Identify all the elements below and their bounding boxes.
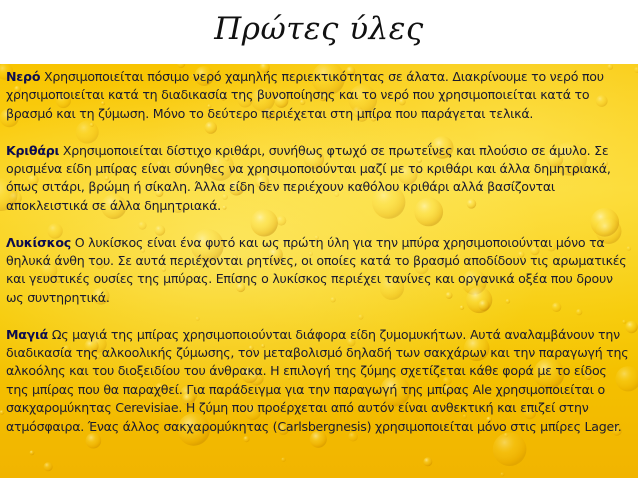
term-water: Νερό	[6, 69, 41, 84]
term-yeast: Μαγιά	[6, 326, 49, 342]
paragraph-hops	[6, 234, 632, 308]
term-barley: Κριθάρι	[6, 142, 60, 158]
content-panel	[0, 64, 638, 478]
slide-title: Πρώτες ύλες	[214, 11, 424, 47]
bubble	[44, 462, 53, 471]
title-band	[0, 0, 638, 64]
text-area	[6, 68, 632, 454]
bubble	[500, 472, 504, 476]
bubble	[0, 410, 4, 415]
bubble	[423, 457, 432, 466]
paragraph-yeast	[6, 326, 632, 436]
text-hops: Ο λυκίσκος είναι ένα φυτό και ως πρώτη ύλη για την μπύρα χρησιμοποιούνται μόνο τα θηλυκά άνθη του. Σε αυτά περιέχονται ρητίνες, οι οποίες κατά το βρασμό αποδίδουν τις αρωματικές και γευστικές ουσίες της μπύρας. Επίσης ο λυκίσκος περιέχει τανίνες και οργανικά οξέα που δρουν ως συντηρητικά.	[6, 234, 627, 305]
term-hops: Λυκίσκος	[6, 234, 71, 250]
text-barley: Χρησιμοποιείται δίστιχο κριθάρι, συνήθως φτωχό σε πρωτεΐνες και πλούσιο σε άμυλο. Σε ορισμένα είδη μπίρας είναι σύνηθες να χρησιμοποιούνται μαζί με το κριθάρι και άλλα δημητριακά, όπως σιτάρι, βρώμη ή σίκαλη. Άλλα είδη δεν περιέχουν καθόλου κριθάρι αλλά βασίζονται αποκλειστικά σε άλλα δημητριακά.	[6, 142, 611, 213]
bubble	[634, 67, 638, 73]
paragraph-barley	[6, 142, 632, 216]
text-water: Χρησιμοποιείται πόσιμο νερό χαμηλής περιεκτικότητας σε άλατα. Διακρίνουμε το νερό που χρησιμοποιείται κατά τη διαδικασία της βυνοποίησης και το νερό που χρησιμοποιείται κατά το βρασμό και τη ζύμωση. Μόνο το δεύτερο περιέχεται στη μπίρα που παράγεται τελικά.	[6, 69, 604, 121]
text-yeast: Ως μαγιά της μπίρας χρησιμοποιούνται διάφορα είδη ζυμομυκήτων. Αυτά αναλαμβάνουν την διαδικασία της αλκοολικής ζύμωσης, τον μεταβολισμό δηλαδή των σακχάρων και την παραγωγή της αλκοόλης και του διοξειδίου του άνθρακα. Η επιλογή της ζύμης σχετίζεται κάθε φορά με το είδος της μπίρας που θα παραχθεί. Για παράδειγμα για την παραγωγή της μπίρας Ale χρησιμοποιείται ο σακχαρομύκητας Cerevisiae. Η ζύμη που προέρχεται από αυτόν είναι ανθεκτική και επιζεί στην ατμόσφαιρα. Ένας άλλος σακχαρομύκητας (Carlsbergnesis) χρησιμοποιείται μόνο στις μπίρες Lager.	[6, 326, 629, 434]
paragraph-water	[6, 68, 632, 123]
bubble	[281, 458, 285, 462]
